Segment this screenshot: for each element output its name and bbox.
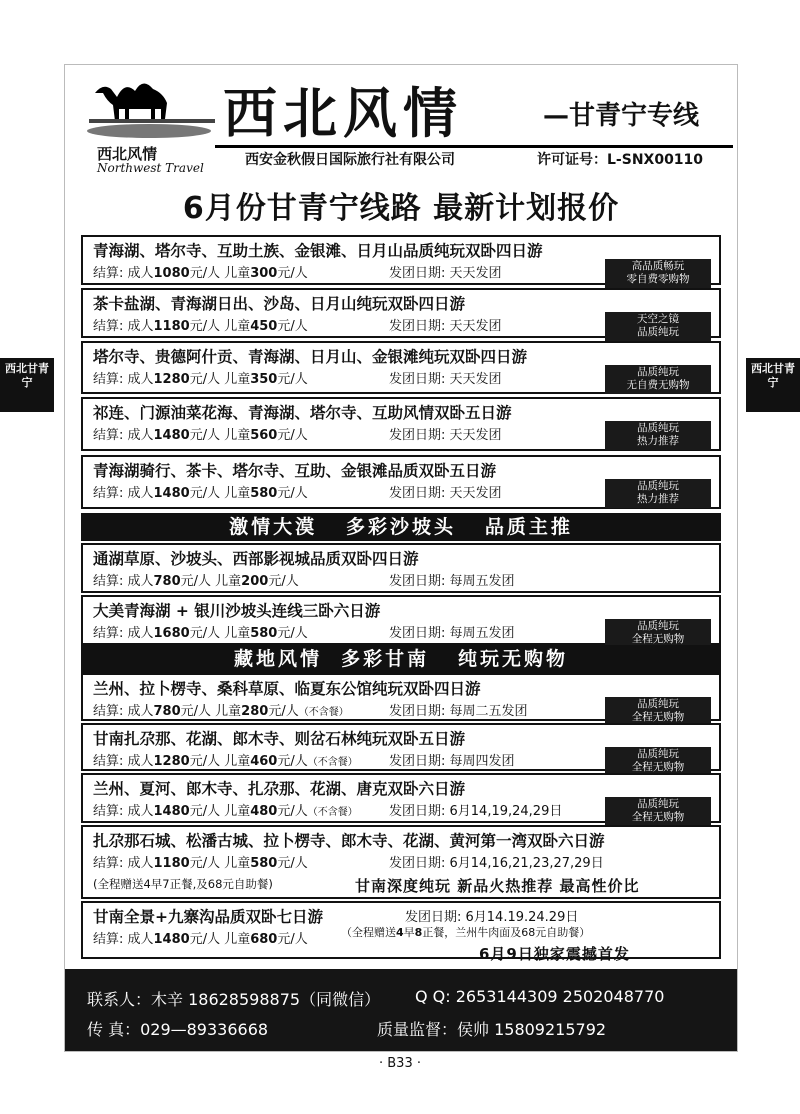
tour-price: 结算: 成人1480元/人 儿童580元/人 bbox=[93, 486, 308, 501]
tour-card bbox=[81, 341, 721, 394]
logo-en: Northwest Travel bbox=[97, 161, 204, 175]
side-tab-right bbox=[746, 358, 800, 412]
child-price: 350 bbox=[250, 372, 278, 387]
child-price: 580 bbox=[250, 856, 278, 871]
license-number: 许可证号：L-SNX00110 bbox=[537, 152, 704, 168]
camel-icon bbox=[77, 73, 227, 143]
departure-date: 发团日期: 天天发团 bbox=[389, 266, 502, 281]
adult-price: 1480 bbox=[153, 932, 190, 947]
tour-price: 结算: 成人1180元/人 儿童450元/人 bbox=[93, 319, 308, 334]
adult-price: 1680 bbox=[153, 626, 190, 641]
tour-name: 甘南扎尕那、花湖、郎木寺、则岔石林纯玩双卧五日游 bbox=[93, 730, 466, 748]
tour-price: 结算: 成人1480元/人 儿童480元/人（不含餐） bbox=[93, 804, 358, 819]
child-price: 580 bbox=[250, 486, 278, 501]
tour12-promo: 6月9日独家震撼首发 bbox=[479, 945, 630, 963]
adult-price: 1480 bbox=[153, 486, 190, 501]
departure-date: 发团日期: 天天发团 bbox=[389, 428, 502, 443]
departure-date: 发团日期: 6月14,19,24,29日 bbox=[389, 804, 563, 819]
tour-name: 通湖草原、沙坡头、西部影视城品质双卧四日游 bbox=[93, 550, 419, 568]
adult-price: 780 bbox=[153, 574, 181, 589]
tour-name: 扎尕那石城、松潘古城、拉卜楞寺、郎木寺、花湖、黄河第一湾双卧六日游 bbox=[93, 832, 605, 850]
tour-price: 结算: 成人1280元/人 儿童350元/人 bbox=[93, 372, 308, 387]
tour-name: 兰州、拉卜楞寺、桑科草原、临夏东公馆纯玩双卧四日游 bbox=[93, 680, 481, 698]
tour-badge: 品质纯玩 全程无购物 bbox=[605, 797, 711, 826]
departure-date: 发团日期: 天天发团 bbox=[389, 372, 502, 387]
tour-name: 祁连、门源油菜花海、青海湖、塔尔寺、互助风情双卧五日游 bbox=[93, 404, 512, 422]
side-tab-left bbox=[0, 358, 54, 412]
side-tab-text: 西北甘青宁 bbox=[751, 362, 795, 389]
adult-price: 1280 bbox=[153, 372, 190, 387]
departure-date: 发团日期: 每周四发团 bbox=[389, 754, 515, 769]
departure-date: 发团日期: 天天发团 bbox=[389, 486, 502, 501]
tour-name: 茶卡盐湖、青海湖日出、沙岛、日月山纯玩双卧四日游 bbox=[93, 295, 466, 313]
header bbox=[65, 65, 737, 177]
adult-price: 1280 bbox=[153, 754, 190, 769]
tour-price: 结算: 成人1480元/人 儿童560元/人 bbox=[93, 428, 308, 443]
departure-date: 发团日期: 每周二五发团 bbox=[389, 704, 528, 719]
tour-name: 青海湖、塔尔寺、互助土族、金银滩、日月山品质纯玩双卧四日游 bbox=[93, 242, 543, 260]
tour-card bbox=[81, 455, 721, 509]
tour-name: 兰州、夏河、郎木寺、扎尕那、花湖、唐克双卧六日游 bbox=[93, 780, 466, 798]
child-price: 200 bbox=[241, 574, 269, 589]
quality-supervisor: 质量监督：侯帅 15809215792 bbox=[377, 1020, 607, 1039]
tour-card bbox=[81, 673, 721, 721]
departure-date: 发团日期: 天天发团 bbox=[389, 319, 502, 334]
tour11-meal-note: (全程赠送4早7正餐,及68元自助餐) bbox=[93, 877, 273, 891]
departure-date: 发团日期: 每周五发团 bbox=[389, 574, 515, 589]
child-price: 680 bbox=[250, 932, 278, 947]
tour-badge: 品质纯玩 全程无购物 bbox=[605, 697, 711, 726]
header-rule bbox=[215, 145, 733, 148]
page-number: · B33 · bbox=[379, 1056, 421, 1071]
tour-card bbox=[81, 773, 721, 823]
tour-name: 甘南全景+九寨沟品质双卧七日游 bbox=[93, 908, 323, 926]
tour-badge: 品质纯玩 全程无购物 bbox=[605, 619, 711, 648]
adult-price: 1080 bbox=[153, 266, 190, 281]
tour-badge: 高品质畅玩 零自费零购物 bbox=[605, 259, 711, 288]
tour12-date: 发团日期: 6月14.19.24.29日 bbox=[405, 910, 579, 925]
section-banner-gannan: 藏地风情 多彩甘南 纯玩无购物 bbox=[81, 645, 721, 673]
flyer-page bbox=[64, 64, 738, 1052]
adult-price: 1480 bbox=[153, 804, 190, 819]
tour-name: 塔尔寺、贵德阿什贡、青海湖、日月山、金银滩纯玩双卧四日游 bbox=[93, 348, 528, 366]
tour-card bbox=[81, 288, 721, 338]
fax-number: 传 真：029—89336668 bbox=[87, 1020, 269, 1039]
tour-badge: 品质纯玩 热力推荐 bbox=[605, 479, 711, 508]
child-price: 450 bbox=[250, 319, 278, 334]
logo-cn: 西北风情 bbox=[97, 145, 158, 163]
tour-price: 结算: 成人1180元/人 儿童580元/人 bbox=[93, 856, 308, 871]
tour-price: 结算: 成人1680元/人 儿童580元/人 bbox=[93, 626, 308, 641]
brand-title: 西北风情 bbox=[223, 81, 463, 145]
page-title: 6月份甘青宁线路 最新计划报价 bbox=[182, 191, 620, 226]
tour-card bbox=[81, 235, 721, 285]
tour-price: 结算: 成人1280元/人 儿童460元/人（不含餐） bbox=[93, 754, 358, 769]
tour11-promo: 甘南深度纯玩 新品火热推荐 最高性价比 bbox=[355, 877, 640, 895]
child-price: 580 bbox=[250, 626, 278, 641]
departure-date: 发团日期: 6月14,16,21,23,27,29日 bbox=[389, 856, 604, 871]
tour-price: 结算: 成人1480元/人 儿童680元/人 bbox=[93, 932, 308, 947]
adult-price: 1480 bbox=[153, 428, 190, 443]
child-price: 460 bbox=[250, 754, 278, 769]
tour-price: 结算: 成人1080元/人 儿童300元/人 bbox=[93, 266, 308, 281]
tour-badge: 品质纯玩 热力推荐 bbox=[605, 421, 711, 450]
tour-badge: 天空之镜 品质纯玩 bbox=[605, 312, 711, 341]
child-price: 300 bbox=[250, 266, 278, 281]
section-banner-desert: 激情大漠 多彩沙坡头 品质主推 bbox=[81, 513, 721, 541]
tour-name: 青海湖骑行、茶卡、塔尔寺、互助、金银滩品质双卧五日游 bbox=[93, 462, 497, 480]
adult-price: 1180 bbox=[153, 319, 190, 334]
tour-card bbox=[81, 543, 721, 593]
tour-card bbox=[81, 595, 721, 645]
tour-card bbox=[81, 397, 721, 451]
camel-logo bbox=[77, 73, 227, 175]
tour-name: 大美青海湖 + 银川沙坡头连线三卧六日游 bbox=[93, 602, 381, 620]
child-price: 280 bbox=[241, 704, 269, 719]
child-price: 560 bbox=[250, 428, 278, 443]
brand-subtitle: —甘青宁专线 bbox=[543, 101, 700, 131]
meal-note: （不含餐） bbox=[307, 757, 358, 768]
footer-contact bbox=[65, 969, 737, 1051]
meal-note: （不含餐） bbox=[307, 807, 358, 818]
side-tab-text: 西北甘青宁 bbox=[5, 362, 49, 389]
tour-price: 结算: 成人780元/人 儿童200元/人 bbox=[93, 574, 299, 589]
tour12-meal-note: （全程赠送4早8正餐，兰州牛肉面及68元自助餐） bbox=[341, 926, 591, 939]
child-price: 480 bbox=[250, 804, 278, 819]
tour-badge: 品质纯玩 全程无购物 bbox=[605, 747, 711, 776]
tour-card bbox=[81, 723, 721, 771]
adult-price: 1180 bbox=[153, 856, 190, 871]
tour-price: 结算: 成人780元/人 儿童280元/人（不含餐） bbox=[93, 704, 349, 719]
contact-person: 联系人：木辛 18628598875（同微信） bbox=[87, 990, 381, 1009]
departure-date: 发团日期: 每周五发团 bbox=[389, 626, 515, 641]
tour-badge: 品质纯玩 无自费无购物 bbox=[605, 365, 711, 394]
company-name: 西安金秋假日国际旅行社有限公司 bbox=[245, 152, 455, 168]
qq-numbers: Q Q: 2653144309 2502048770 bbox=[415, 987, 665, 1006]
meal-note: （不含餐） bbox=[298, 707, 349, 718]
adult-price: 780 bbox=[153, 704, 181, 719]
